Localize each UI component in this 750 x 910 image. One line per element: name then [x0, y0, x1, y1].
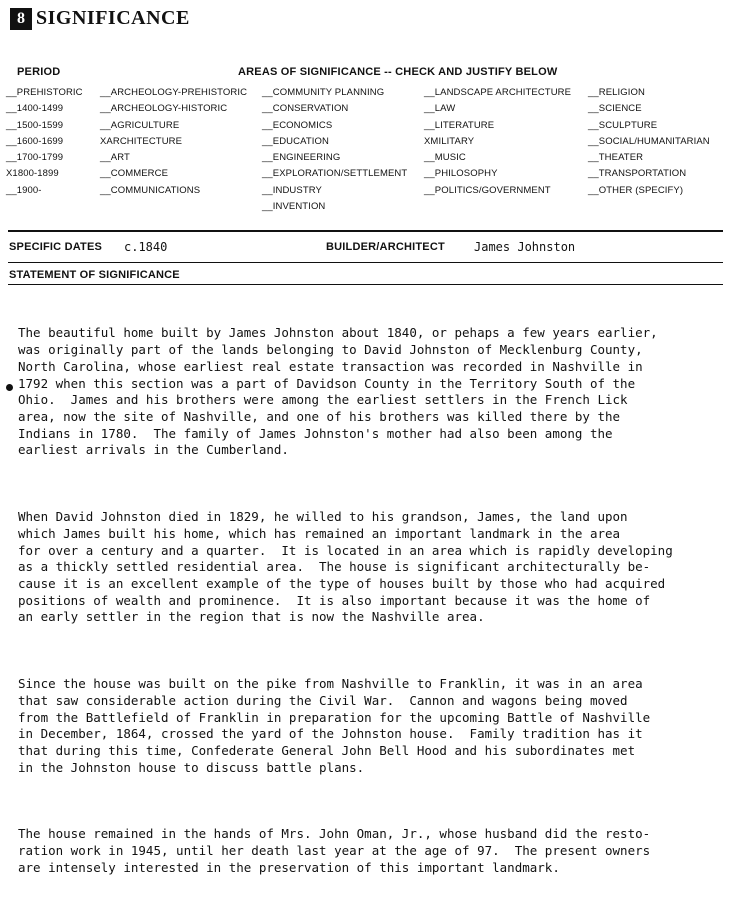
- period-item: __PREHISTORIC: [6, 87, 83, 98]
- statement-paragraph: Since the house was built on the pike from Nashville to Franklin, it was in an area that saw considerable action during the Civil War. Cannon and wagons being moved from the Battlefield of Franklin in preparation for the upcoming Battle of Nashville in December, 1864, crossed the yard of the Johnston house. Family tradition has it that during this time, Confederate General John Bell Hood and his subordinates met in the Johnston house to discuss battle plans.: [18, 676, 651, 775]
- areas-header: AREAS OF SIGNIFICANCE -- CHECK AND JUSTIFY BELOW: [238, 66, 558, 78]
- area-item: __EXPLORATION/SETTLEMENT: [262, 168, 408, 180]
- area-item: __LANDSCAPE ARCHITECTURE: [424, 87, 572, 98]
- period-item: __1900-: [6, 184, 42, 196]
- specific-dates-value: c.1840: [124, 240, 168, 254]
- area-item: __MUSIC: [424, 152, 466, 164]
- period-item: __1600-1699: [6, 135, 64, 147]
- section-number: 8: [10, 8, 32, 30]
- period-item: __1500-1599: [6, 119, 64, 131]
- area-item: XARCHITECTURE: [100, 135, 183, 147]
- area-item: __POLITICS/GOVERNMENT: [424, 184, 551, 196]
- builder-label: BUILDER/ARCHITECT: [326, 241, 445, 253]
- area-item: __ART: [100, 152, 130, 164]
- area-item: __OTHER (SPECIFY): [588, 184, 684, 196]
- area-item: __LAW: [424, 103, 456, 115]
- divider-statement: [8, 284, 723, 285]
- area-item: __ARCHEOLOGY-HISTORIC: [100, 103, 228, 115]
- area-item: __ENGINEERING: [262, 152, 341, 164]
- period-item: X1800-1899: [6, 168, 59, 180]
- statement-label: STATEMENT OF SIGNIFICANCE: [9, 269, 180, 281]
- builder-value: James Johnston: [474, 240, 576, 254]
- areas-column-3: [424, 85, 571, 199]
- area-item: __LITERATURE: [424, 119, 495, 131]
- areas-column-1: [100, 85, 247, 199]
- area-item: __INVENTION: [262, 201, 326, 213]
- statement-paragraph: The beautiful home built by James Johnston about 1840, or pehaps a few years earlier, was originally part of the lands belonging to David Johnston of Mecklenburg County, North Carolina, whose earliest real estate transaction was recorded in Nashville in 1792 when this section was a part of Davidson County in the Territory South of the Ohio. James and his brothers were among the earliest settlers in the French Lick area, now the site of Nashville, and one of his brothers was killed there by the Indians in 1780. The family of James Johnston's mother had also been among the earliest arrivals in the Cumberland.: [18, 325, 658, 458]
- statement-paragraph: The house remained in the hands of Mrs. John Oman, Jr., whose husband did the resto- ration work in 1945, until her death last year at the age of 97. The present owners are intensely interested in the preservation of this important landmark.: [18, 826, 651, 875]
- area-item: __COMMERCE: [100, 168, 169, 180]
- specific-dates-label: SPECIFIC DATES: [9, 241, 103, 253]
- divider-top: [8, 230, 723, 232]
- area-item: __ECONOMICS: [262, 119, 333, 131]
- divider-middle: [8, 262, 723, 263]
- area-item: __EDUCATION: [262, 135, 329, 147]
- area-item: __ARCHEOLOGY-PREHISTORIC: [100, 87, 248, 98]
- period-header: PERIOD: [17, 66, 61, 78]
- areas-column-2: [262, 85, 407, 215]
- area-item: __SOCIAL/HUMANITARIAN: [588, 135, 710, 147]
- section-header: [10, 7, 190, 30]
- area-item: __PHILOSOPHY: [424, 168, 498, 180]
- area-item: __TRANSPORTATION: [588, 168, 687, 180]
- period-list: [6, 85, 83, 199]
- area-item: __COMMUNITY PLANNING: [262, 87, 385, 98]
- areas-column-4: [588, 85, 710, 199]
- area-item: __SCULPTURE: [588, 119, 658, 131]
- area-item: __COMMUNICATIONS: [100, 184, 201, 196]
- area-item: __SCIENCE: [588, 103, 642, 115]
- area-item: __RELIGION: [588, 87, 645, 98]
- area-item: __CONSERVATION: [262, 103, 349, 115]
- period-item: __1400-1499: [6, 103, 64, 115]
- section-title: SIGNIFICANCE: [36, 7, 190, 29]
- area-item: __THEATER: [588, 152, 644, 164]
- area-item: __AGRICULTURE: [100, 119, 180, 131]
- margin-bullet: [6, 384, 13, 391]
- period-item: __1700-1799: [6, 152, 64, 164]
- statement-text: [18, 292, 723, 910]
- statement-paragraph: When David Johnston died in 1829, he willed to his grandson, James, the land upon which James built his home, which has remained an important landmark in the area for over a century and a quarter. It is located in an area which is rapidly developing as a thickly settled residential area. The house is significant architecturally be- cause it is an excellent example of the type of houses built by those who had acquired positions of wealth and prominence. It is also important because it was the home of an early settler in the region that is now the Nashville area.: [18, 509, 673, 625]
- area-item: XMILITARY: [424, 135, 475, 147]
- area-item: __INDUSTRY: [262, 184, 322, 196]
